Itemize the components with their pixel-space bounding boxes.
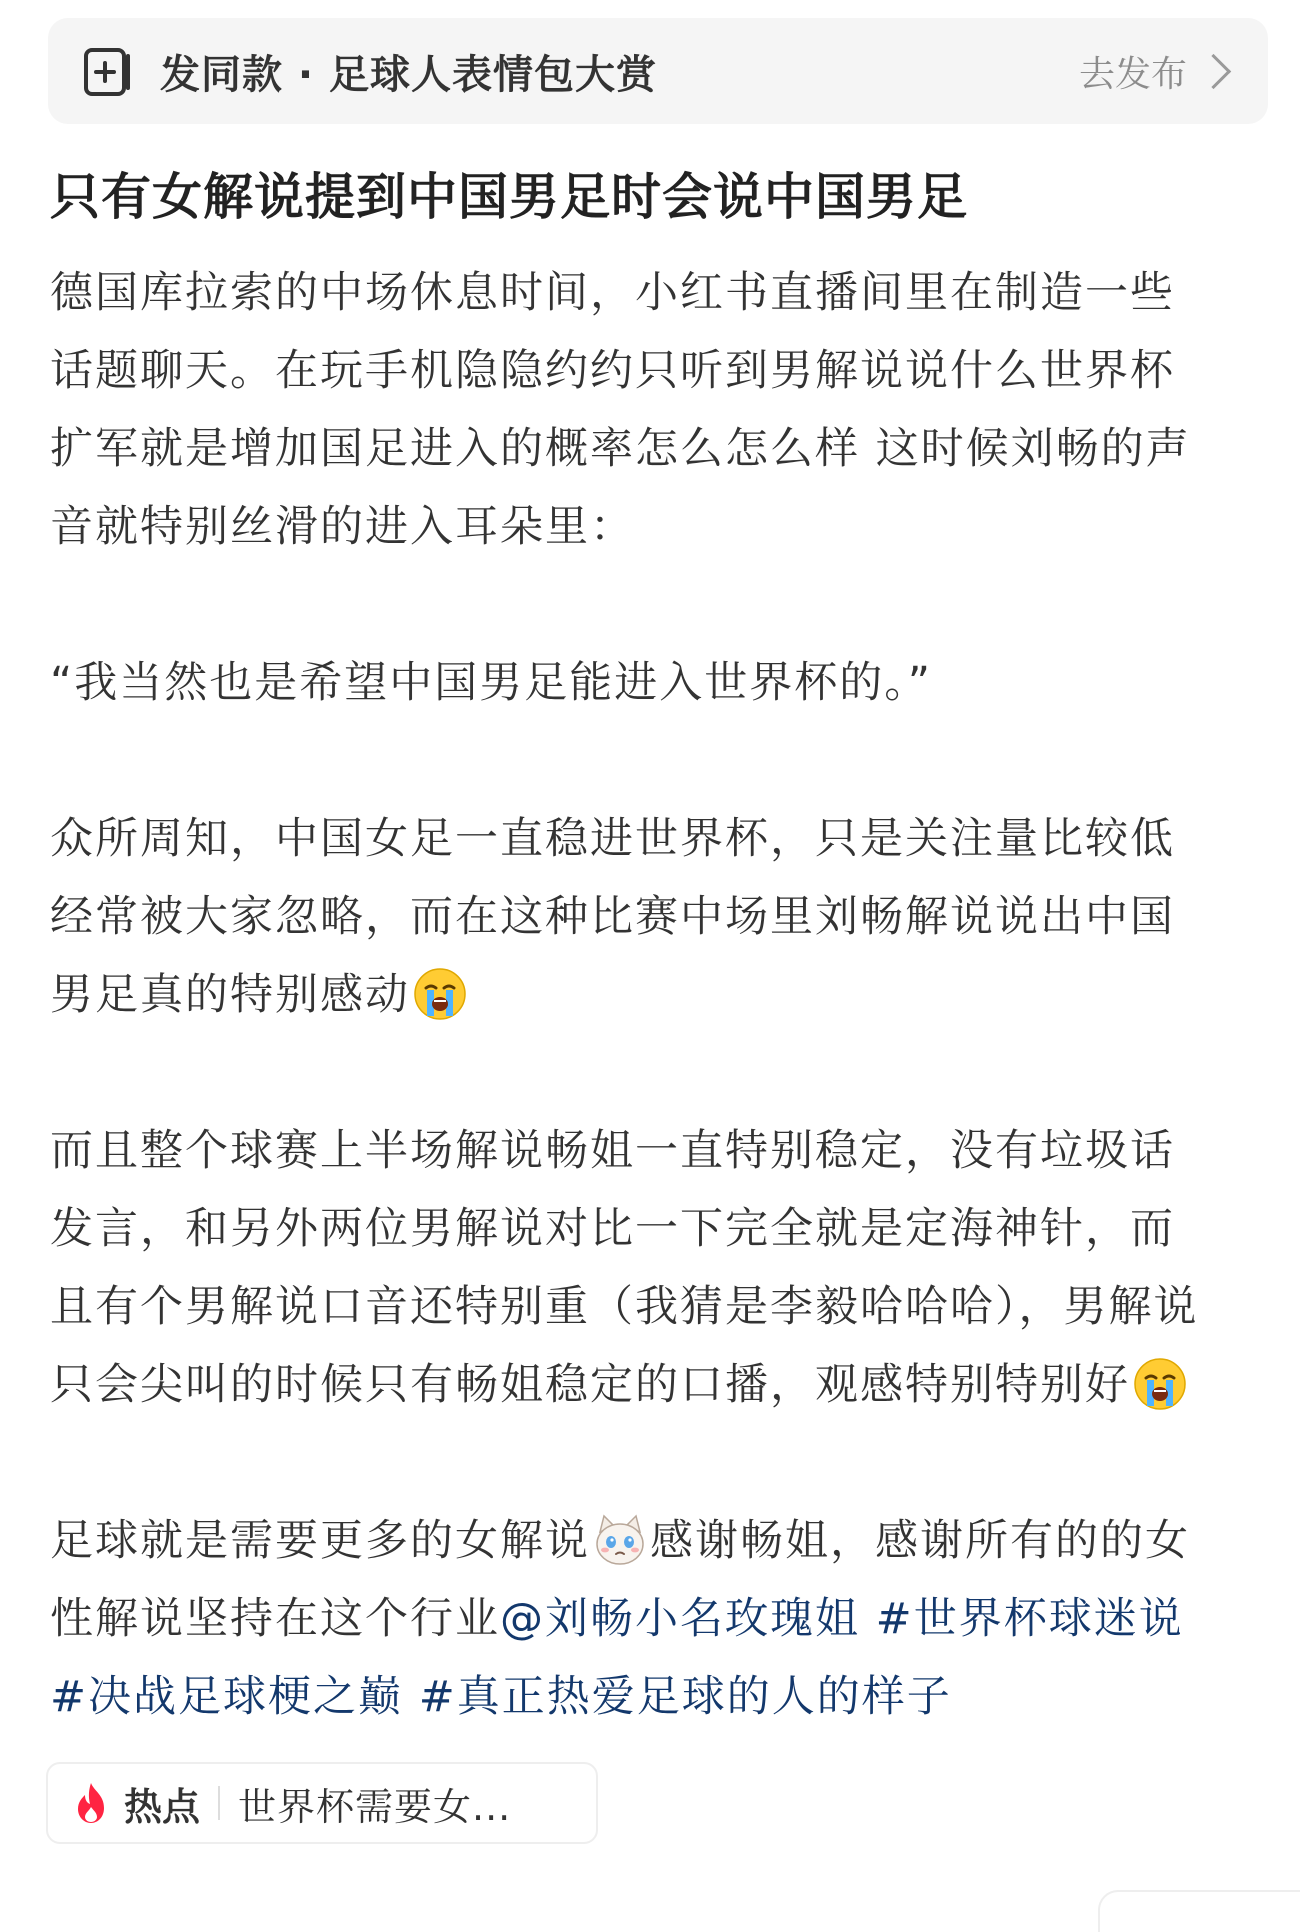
paragraph-line <box>50 1346 1280 1424</box>
hashtag-link[interactable]: #真正热爱足球的人的样子 <box>418 1672 952 1722</box>
loudly-crying-face-emoji <box>412 966 468 1022</box>
hashtag-link[interactable]: #世界杯球迷说 <box>875 1594 1184 1644</box>
go-publish-button[interactable] <box>1079 46 1236 97</box>
paragraph-line <box>50 1580 1280 1658</box>
quote-line: “我当然也是希望中国男足能进入世界杯的。” <box>50 658 933 708</box>
paragraph-line: 德国库拉索的中场休息时间，小红书直播间里在制造一些 <box>50 268 1175 318</box>
chevron-right-icon <box>1196 53 1231 88</box>
publish-same-banner[interactable] <box>48 18 1268 124</box>
paragraph-line <box>50 1658 1280 1736</box>
go-publish-label: 去发布 <box>1078 53 1187 95</box>
paragraph-line <box>50 956 1280 1034</box>
hot-topic-text: 世界杯需要女... <box>238 1784 512 1829</box>
hot-label: 热点 <box>124 1784 201 1829</box>
paragraph-line: 扩军就是增加国足进入的概率怎么怎么样 这时候刘畅的声 <box>50 424 1191 474</box>
paragraph-text: 男足真的特别感动 <box>50 970 410 1020</box>
banner-title: 发同款 · 足球人表情包大赏 <box>160 51 658 98</box>
paragraph-line: 众所周知，中国女足一直稳进世界杯，只是关注量比较低 <box>50 814 1175 864</box>
paragraph-line: 经常被大家忽略，而在这种比赛中场里刘畅解说说出中国 <box>50 892 1175 942</box>
paragraph-text: 感谢畅姐，感谢所有的的女 <box>650 1516 1190 1566</box>
hashtag-link[interactable]: #决战足球梗之巅 <box>50 1672 404 1722</box>
paragraph-line <box>50 1502 1280 1580</box>
paragraph-line: 话题聊天。在玩手机隐隐约约只听到男解说说什么世界杯 <box>50 346 1175 396</box>
crying-cat-face-emoji <box>592 1512 648 1568</box>
paragraph-line: 音就特别丝滑的进入耳朵里： <box>50 502 635 552</box>
post-body <box>50 254 1280 1736</box>
post-title: 只有女解说提到中国男足时会说中国男足 <box>50 168 968 226</box>
paragraph-text: 只会尖叫的时候只有畅姐稳定的口播，观感特别特别好 <box>50 1360 1130 1410</box>
add-post-icon <box>80 42 138 100</box>
hot-topic-pill[interactable] <box>46 1762 598 1844</box>
paragraph-text: 足球就是需要更多的女解说 <box>50 1516 590 1566</box>
paragraph-line: 且有个男解说口音还特别重（我猜是李毅哈哈哈），男解说 <box>50 1282 1199 1332</box>
divider <box>218 1786 220 1820</box>
loudly-crying-face-emoji <box>1132 1356 1188 1412</box>
paragraph-line: 而且整个球赛上半场解说畅姐一直特别稳定，没有垃圾话 <box>50 1126 1175 1176</box>
paragraph-text: 性解说坚持在这个行业 <box>50 1594 500 1644</box>
paragraph-line: 发言，和另外两位男解说对比一下完全就是定海神针，而 <box>50 1204 1175 1254</box>
bottom-card-edge <box>1098 1890 1300 1932</box>
mention-link[interactable]: @刘畅小名玫瑰姐 <box>500 1594 860 1644</box>
fire-icon <box>72 1781 110 1825</box>
